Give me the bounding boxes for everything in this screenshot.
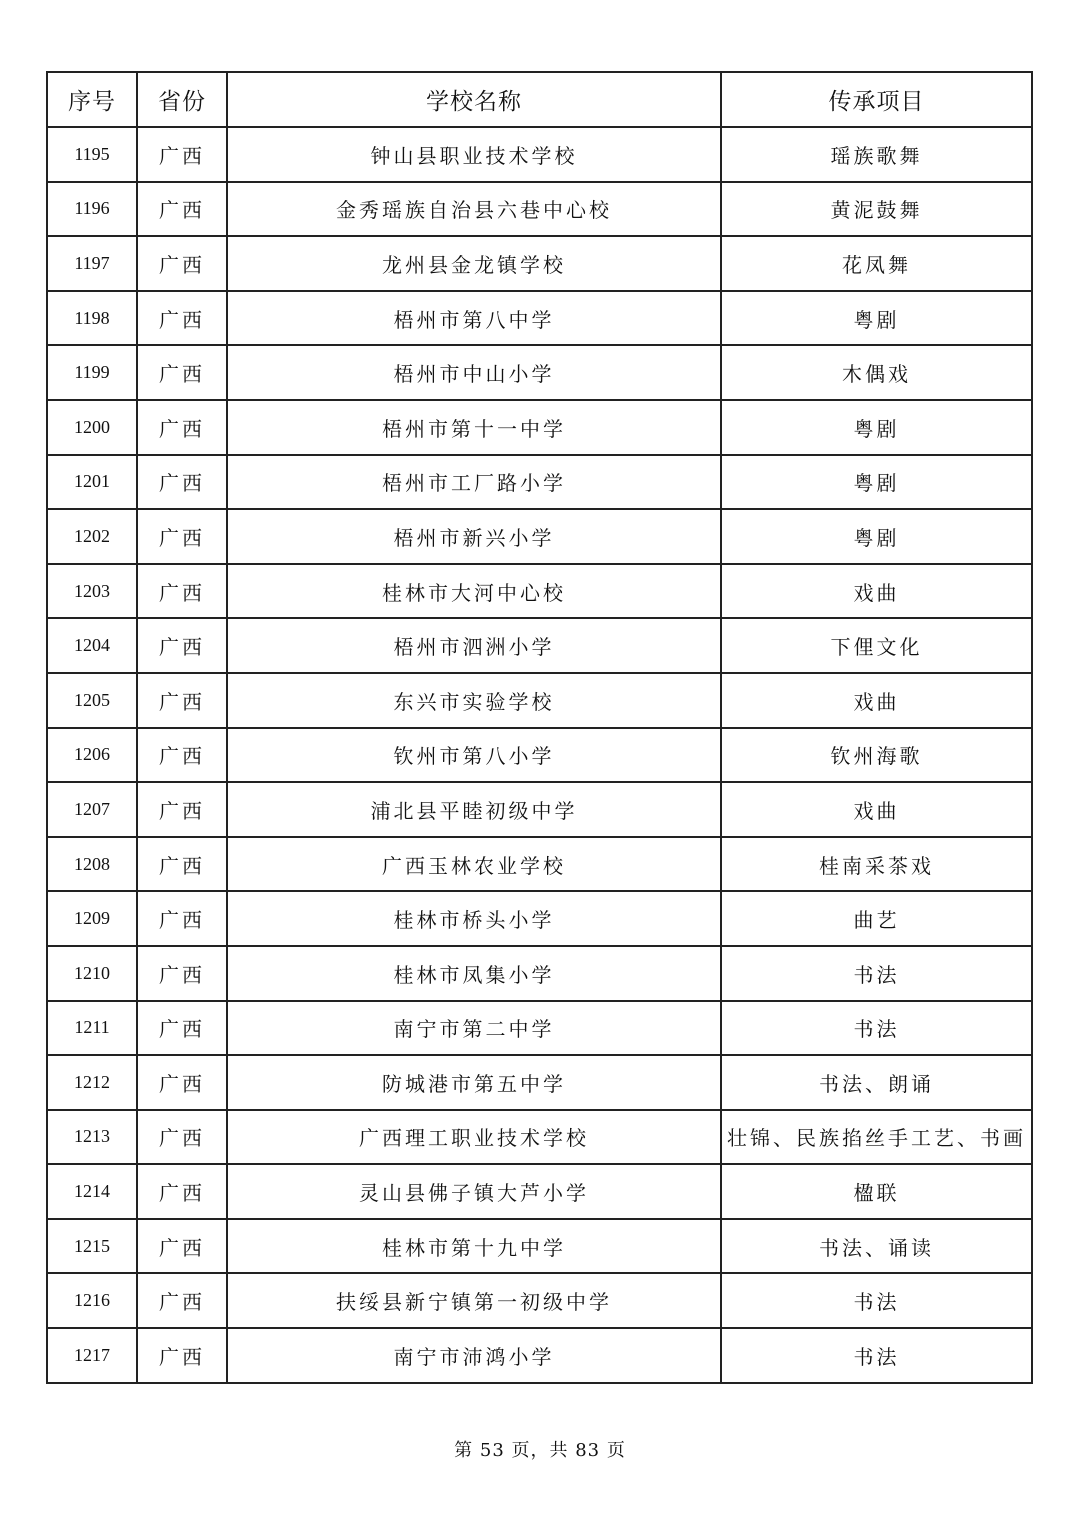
cell-index: 1211 — [47, 1001, 137, 1056]
table-row — [47, 127, 1032, 182]
cell-province: 广西 — [137, 1164, 227, 1219]
table-row — [47, 782, 1032, 837]
cell-province: 广西 — [137, 1219, 227, 1274]
cell-heritage-project: 粤剧 — [721, 455, 1032, 510]
cell-index: 1214 — [47, 1164, 137, 1219]
cell-index: 1215 — [47, 1219, 137, 1274]
cell-heritage-project: 戏曲 — [721, 564, 1032, 619]
cell-index: 1210 — [47, 946, 137, 1001]
cell-province: 广西 — [137, 946, 227, 1001]
cell-school-name: 浦北县平睦初级中学 — [227, 782, 721, 837]
cell-index: 1201 — [47, 455, 137, 510]
table-row — [47, 182, 1032, 237]
cell-province: 广西 — [137, 564, 227, 619]
cell-index: 1212 — [47, 1055, 137, 1110]
cell-province: 广西 — [137, 236, 227, 291]
table-row — [47, 400, 1032, 455]
cell-province: 广西 — [137, 1055, 227, 1110]
cell-school-name: 梧州市第八中学 — [227, 291, 721, 346]
table-header-row — [47, 72, 1032, 127]
table-row — [47, 891, 1032, 946]
table-row — [47, 1328, 1032, 1383]
cell-index: 1207 — [47, 782, 137, 837]
cell-index: 1206 — [47, 728, 137, 783]
cell-index: 1199 — [47, 345, 137, 400]
cell-heritage-project: 下俚文化 — [721, 618, 1032, 673]
cell-school-name: 防城港市第五中学 — [227, 1055, 721, 1110]
table-row — [47, 564, 1032, 619]
header-index: 序号 — [47, 72, 137, 127]
cell-province: 广西 — [137, 1001, 227, 1056]
table-row — [47, 673, 1032, 728]
header-heritage-project: 传承项目 — [721, 72, 1032, 127]
cell-heritage-project: 楹联 — [721, 1164, 1032, 1219]
cell-heritage-project: 壮锦、民族掐丝手工艺、书画 — [721, 1110, 1032, 1165]
cell-index: 1203 — [47, 564, 137, 619]
cell-index: 1197 — [47, 236, 137, 291]
cell-heritage-project: 瑶族歌舞 — [721, 127, 1032, 182]
cell-heritage-project: 桂南采茶戏 — [721, 837, 1032, 892]
table-row — [47, 509, 1032, 564]
cell-province: 广西 — [137, 400, 227, 455]
cell-province: 广西 — [137, 782, 227, 837]
table-row — [47, 1001, 1032, 1056]
cell-school-name: 扶绥县新宁镇第一初级中学 — [227, 1273, 721, 1328]
cell-province: 广西 — [137, 1328, 227, 1383]
cell-school-name: 桂林市桥头小学 — [227, 891, 721, 946]
page-footer: 第 53 页，共 83 页 — [454, 1440, 626, 1461]
cell-school-name: 灵山县佛子镇大芦小学 — [227, 1164, 721, 1219]
cell-school-name: 金秀瑶族自治县六巷中心校 — [227, 182, 721, 237]
cell-index: 1213 — [47, 1110, 137, 1165]
cell-index: 1195 — [47, 127, 137, 182]
cell-index: 1196 — [47, 182, 137, 237]
cell-heritage-project: 戏曲 — [721, 673, 1032, 728]
cell-province: 广西 — [137, 345, 227, 400]
cell-heritage-project: 黄泥鼓舞 — [721, 182, 1032, 237]
table-row — [47, 1055, 1032, 1110]
cell-province: 广西 — [137, 455, 227, 510]
header-province: 省份 — [137, 72, 227, 127]
cell-school-name: 梧州市泗洲小学 — [227, 618, 721, 673]
cell-school-name: 龙州县金龙镇学校 — [227, 236, 721, 291]
cell-province: 广西 — [137, 1110, 227, 1165]
cell-heritage-project: 书法 — [721, 1001, 1032, 1056]
table-row — [47, 837, 1032, 892]
table-row — [47, 236, 1032, 291]
table-row — [47, 728, 1032, 783]
header-school-name: 学校名称 — [227, 72, 721, 127]
table-row — [47, 1110, 1032, 1165]
cell-school-name: 梧州市中山小学 — [227, 345, 721, 400]
cell-index: 1208 — [47, 837, 137, 892]
school-list-table — [46, 71, 1033, 1384]
cell-index: 1205 — [47, 673, 137, 728]
cell-school-name: 南宁市第二中学 — [227, 1001, 721, 1056]
cell-province: 广西 — [137, 618, 227, 673]
cell-school-name: 桂林市凤集小学 — [227, 946, 721, 1001]
cell-province: 广西 — [137, 891, 227, 946]
cell-province: 广西 — [137, 673, 227, 728]
cell-school-name: 南宁市沛鸿小学 — [227, 1328, 721, 1383]
cell-school-name: 广西玉林农业学校 — [227, 837, 721, 892]
cell-school-name: 梧州市第十一中学 — [227, 400, 721, 455]
cell-heritage-project: 粤剧 — [721, 400, 1032, 455]
cell-index: 1204 — [47, 618, 137, 673]
cell-heritage-project: 书法 — [721, 946, 1032, 1001]
cell-school-name: 桂林市第十九中学 — [227, 1219, 721, 1274]
cell-province: 广西 — [137, 728, 227, 783]
cell-heritage-project: 书法、诵读 — [721, 1219, 1032, 1274]
cell-heritage-project: 花凤舞 — [721, 236, 1032, 291]
table-row — [47, 1219, 1032, 1274]
cell-heritage-project: 曲艺 — [721, 891, 1032, 946]
table-row — [47, 946, 1032, 1001]
cell-heritage-project: 粤剧 — [721, 291, 1032, 346]
cell-school-name: 桂林市大河中心校 — [227, 564, 721, 619]
cell-school-name: 广西理工职业技术学校 — [227, 1110, 721, 1165]
cell-heritage-project: 书法 — [721, 1273, 1032, 1328]
cell-province: 广西 — [137, 1273, 227, 1328]
cell-school-name: 钟山县职业技术学校 — [227, 127, 721, 182]
cell-school-name: 梧州市工厂路小学 — [227, 455, 721, 510]
table-row — [47, 291, 1032, 346]
cell-province: 广西 — [137, 837, 227, 892]
table-row — [47, 345, 1032, 400]
table-row — [47, 1164, 1032, 1219]
cell-province: 广西 — [137, 127, 227, 182]
cell-index: 1216 — [47, 1273, 137, 1328]
table-row — [47, 455, 1032, 510]
cell-province: 广西 — [137, 509, 227, 564]
cell-heritage-project: 书法 — [721, 1328, 1032, 1383]
cell-index: 1200 — [47, 400, 137, 455]
cell-school-name: 东兴市实验学校 — [227, 673, 721, 728]
cell-index: 1209 — [47, 891, 137, 946]
cell-index: 1202 — [47, 509, 137, 564]
cell-heritage-project: 戏曲 — [721, 782, 1032, 837]
table-row — [47, 618, 1032, 673]
cell-heritage-project: 粤剧 — [721, 509, 1032, 564]
table-row — [47, 1273, 1032, 1328]
cell-province: 广西 — [137, 182, 227, 237]
cell-school-name: 梧州市新兴小学 — [227, 509, 721, 564]
cell-school-name: 钦州市第八小学 — [227, 728, 721, 783]
cell-index: 1217 — [47, 1328, 137, 1383]
cell-heritage-project: 木偶戏 — [721, 345, 1032, 400]
cell-index: 1198 — [47, 291, 137, 346]
cell-heritage-project: 钦州海歌 — [721, 728, 1032, 783]
cell-province: 广西 — [137, 291, 227, 346]
cell-heritage-project: 书法、朗诵 — [721, 1055, 1032, 1110]
